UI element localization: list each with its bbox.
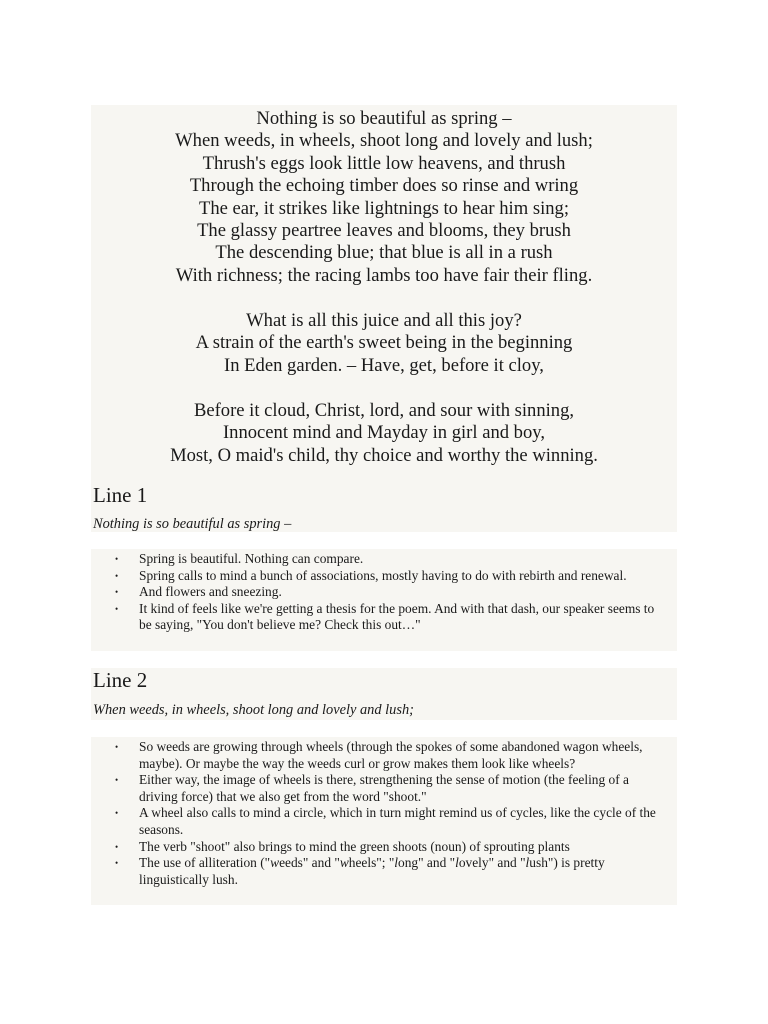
list-item [91,855,677,888]
line-2-notes [91,737,677,905]
note-text: And flowers and sneezing. [139,584,282,600]
note-text: A wheel also calls to mind a circle, which in turn might remind us of cycles, like the cycle of the seasons. [139,805,656,837]
poem-line: Innocent mind and Mayday in girl and boy, [222,422,546,444]
note-text: Either way, the image of wheels is there, strengthening the sense of motion (the feeling of a driving force) that we also get from the word "shoot." [139,772,629,804]
bullet-icon: • [115,554,119,564]
note-text: So weeds are growing through wheels (through the spokes of some abandoned wagon wheels, maybe). Or maybe the way the weeds curl or grow makes them look like wheels? [139,739,643,771]
text-run: The use of alliteration (" [139,855,271,871]
poem-line: The glassy peartree leaves and blooms, they brush [197,220,571,242]
text-run-emphasis: l [525,855,530,871]
text-run: ush") is pretty linguistically lush. [139,855,605,887]
note-text: It kind of feels like we're getting a thesis for the poem. And with that dash, our speaker seems to be saying, "You don't believe me? Check this out…" [139,600,655,633]
bullet-icon: • [115,587,119,598]
list-item [91,584,677,601]
poem-line: The descending blue; that blue is all in a rush [215,242,553,264]
poem-line: Before it cloud, Christ, lord, and sour with sinning, [193,400,575,421]
list-item [91,805,677,838]
note-text: Spring calls to mind a bunch of associations, mostly having to do with rebirth and renewal. [139,567,627,583]
line-2-heading: Line 2 [93,668,148,692]
text-run-emphasis: l [394,855,399,871]
poem-line: Through the echoing timber does so rinse and wring [189,175,579,197]
bullet-icon: • [115,570,119,581]
text-run-emphasis: l [455,855,459,871]
bullet-icon: • [115,775,119,786]
poem-stanza-1 [91,108,677,287]
poem-line: A strain of the earth's sweet being in the beginning [195,332,573,354]
line-2-quote: When weeds, in wheels, shoot long and lovely and lush; [93,702,414,718]
list-item [91,772,677,805]
text-run: ong" and " [398,855,456,871]
line-1-notes-list [91,551,677,634]
text-run-emphasis: w [270,855,280,871]
poem-line: In Eden garden. – Have, get, before it cloy, [224,354,544,376]
bullet-icon: • [115,858,119,869]
poem-line: What is all this juice and all this joy? [246,310,522,331]
line-1-heading: Line 1 [93,483,148,507]
poem-line: With richness; the racing lambs too have fair their fling. [175,264,593,286]
line-2-block [91,668,677,720]
text-run: ovely" and " [458,855,526,871]
list-item [91,739,677,772]
note-text-alliteration [139,855,605,887]
bullet-icon: • [115,841,119,852]
text-run: heels"; " [348,855,395,871]
poem-line: The ear, it strikes like lightnings to hear him sing; [198,197,570,219]
poem-line: Thrush's eggs look little low heavens, and thrush [202,152,566,174]
text-run-emphasis: w [339,855,349,871]
poem-line: Most, O maid's child, thy choice and worthy the winning. [170,444,598,466]
bullet-icon: • [115,742,119,752]
line-2-notes-list [91,739,677,888]
bullet-icon: • [115,808,119,819]
note-text: The verb "shoot" also brings to mind the green shoots (noun) of sprouting plants [139,838,570,854]
poem-line: When weeds, in wheels, shoot long and lovely and lush; [175,130,593,152]
list-item [91,551,677,568]
poem-stanza-3 [91,400,677,467]
line-1-notes [91,549,677,651]
note-text: Spring is beautiful. Nothing can compare. [139,551,364,566]
text-run: eeds" and " [279,855,340,871]
poem-line: Nothing is so beautiful as spring – [256,108,512,129]
bullet-icon: • [115,603,119,614]
list-item [91,839,677,856]
list-item [91,601,677,634]
list-item [91,568,677,585]
line-1-quote: Nothing is so beautiful as spring – [93,516,292,532]
poem-stanza-2 [91,310,677,377]
poem-block [91,105,677,532]
